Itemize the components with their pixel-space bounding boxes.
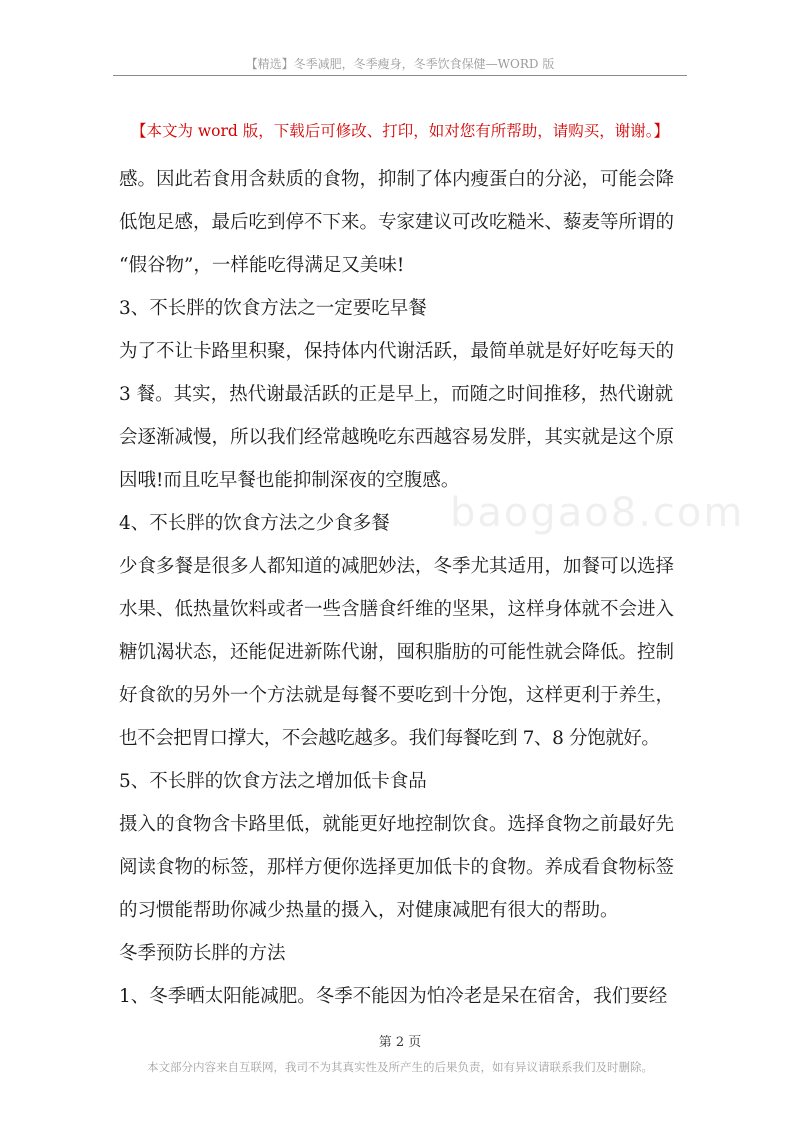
section-heading: 3、不长胖的饮食方法之一定要吃早餐: [119, 298, 427, 319]
body-line: 感。因此若食用含麸质的食物，抑制了体内瘦蛋白的分泌，可能会降: [119, 169, 675, 190]
body-line: 会逐渐减慢，所以我们经常越晚吃东西越容易发胖，其实就是这个原: [119, 427, 675, 448]
body-line: 为了不让卡路里积聚，保持体内代谢活跃，最简单就是好好吃每天的: [119, 341, 675, 362]
body-line: 阅读食物的标签，那样方便你选择更加低卡的食物。养成看食物标签: [119, 857, 675, 878]
footer-disclaimer: 本文部分内容来自互联网，我司不为其真实性及所产生的后果负责，如有异议请联系我们及时删除。: [147, 1060, 653, 1074]
purchase-notice: 【本文为 word 版，下载后可修改、打印，如对您有所帮助，请购买，谢谢。】: [130, 122, 670, 140]
body-line: 的习惯能帮助你减少热量的摄入，对健康减肥有很大的帮助。: [119, 900, 619, 921]
body-line: 因哦!而且吃早餐也能抑制深夜的空腹感。: [119, 470, 460, 491]
document-header: 【精选】冬季减肥，冬季瘦身，冬季饮食保健—WORD 版: [245, 57, 555, 71]
document-body: [119, 158, 684, 1018]
body-line: “假谷物”，一样能吃得满足又美味!: [119, 255, 405, 276]
body-line: 水果、低热量饮料或者一些含膳食纤维的坚果，这样身体就不会进入: [119, 599, 675, 620]
body-line: 少食多餐是很多人都知道的减肥妙法，冬季尤其适用，加餐可以选择: [119, 556, 675, 577]
body-line: 3 餐。其实，热代谢最活跃的正是早上，而随之时间推移，热代谢就: [119, 384, 674, 405]
section-heading: 5、不长胖的饮食方法之增加低卡食品: [119, 771, 427, 792]
body-line: 低饱足感，最后吃到停不下来。专家建议可改吃糙米、藜麦等所谓的: [119, 212, 675, 233]
header-divider: [113, 75, 687, 76]
body-line: 摄入的食物含卡路里低，就能更好地控制饮食。选择食物之前最好先: [119, 814, 675, 835]
body-line: 好食欲的另外一个方法就是每餐不要吃到十分饱，这样更利于养生，: [119, 685, 675, 706]
page-number: 第 2 页: [378, 1035, 422, 1050]
section-heading: 4、不长胖的饮食方法之少食多餐: [119, 513, 390, 534]
body-line: 糖饥渴状态，还能促进新陈代谢，囤积脂肪的可能性就会降低。控制: [119, 642, 675, 663]
body-line: 1、冬季晒太阳能减肥。冬季不能因为怕冷老是呆在宿舍，我们要经: [119, 986, 668, 1007]
watermark: baogao8.com: [450, 490, 745, 536]
body-line: 也不会把胃口撑大，不会越吃越多。我们每餐吃到 7、8 分饱就好。: [119, 728, 660, 749]
section-heading: 冬季预防长胖的方法: [119, 943, 286, 964]
